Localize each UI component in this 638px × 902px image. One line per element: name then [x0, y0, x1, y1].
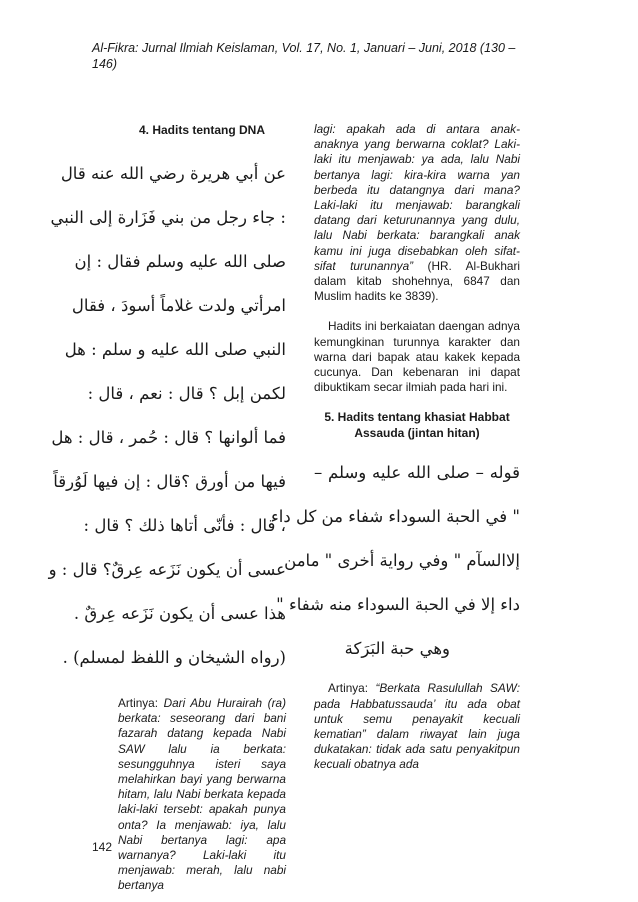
artinya-paragraph-habbat [314, 681, 520, 772]
continuation-paragraph [314, 122, 520, 304]
artinya-text: “Berkata Rasulullah SAW: pada Habbatussauda’ itu ada obat untuk semu penayakit kecuali kematian” dalam riwayat lain juga dukatakan: tidak ada satu penyakitpun kecuali obatnya ada [314, 681, 520, 772]
arabic-line: فما ألوانها ؟ قال : حُمر ، قال : هل [51, 428, 286, 447]
arabic-line: هذا عسى أن يكون نَزَعه عِرقٌ . [73, 604, 286, 623]
arabic-line: لكمن إبل ؟ قال : نعم ، قال : [87, 384, 286, 403]
artinya-paragraph-dna [118, 696, 286, 894]
arabic-line: وهي حبة البَرَكة [344, 639, 450, 659]
right-column [271, 122, 520, 773]
arabic-line: داء إلا في الحبة السوداء منه شفاء " [276, 595, 520, 615]
continuation-reference: (HR. Al-Bukhari dalam kitab shohehnya, 6847 dan Muslim hadits ke 3839). [314, 258, 520, 304]
section-heading-habbat: 5. Hadits tentang khasiat Habbat Assauda (jintan hitan) [324, 410, 510, 441]
arabic-line: امرأتي ولدت غلاماً أسودَ ، فقال [71, 296, 286, 315]
artinya-label: Artinya: [118, 696, 164, 710]
artinya-text: Dari Abu Hurairah (ra) berkata: seseorang dari bani fazarah datang kepada Nabi SAW lalu ia berkata: sesungguhnya isteri saya melahirkan bayi yang berwarna hitam, lalu Nabi berkata kepada laki-laki tersebt: apakah punya onta? Ia menjawab: iya, lalu Nabi bertanya lagi: apa warnanya? Laki-laki itu menjawab: merah, lalu nabi bertanya [118, 696, 286, 893]
arabic-hadith-dna [48, 152, 286, 680]
arabic-hadith-habbat [271, 451, 520, 671]
explanation-paragraph: Hadits ini berkaiatan daengan adnya kemungkinan turunnya karakter dan warna dari bapak atau kakek kepada cucunya. Dan kebenaran ini dapat dibuktikam secar ilmiah pada hari ini. [314, 319, 520, 395]
arabic-line: " في الحبة السوداء شفاء من كل داء [271, 507, 520, 527]
continuation-italic: lagi: apakah ada di antara anak-anaknya yang berwarna coklat? Laki-laki itu menjawab: ya ada, lalu Nabi bertanya lagi: kira-kira warna yan berbeda itu datangnya dari mana? Laki-laki itu menjawab: barangkali datang dari keturunannya yang dulu, lalu Nabi berkata: barangkali anak kamu ini juga disebabkan oleh sifat-sifat turunannya” [314, 122, 520, 273]
section-heading-dna: 4. Hadits tentang DNA [138, 123, 265, 137]
arabic-line: النبي صلى الله عليه و سلم : هل [64, 340, 286, 359]
journal-header: Al-Fikra: Jurnal Ilmiah Keislaman, Vol. 17, No. 1, Januari – Juni, 2018 (130 – 146) [92, 41, 516, 71]
arabic-line: عسى أن يكون نَزَعه عِرقٌ؟ قال : و [48, 560, 286, 579]
arabic-line: ، قال : فأنّى أتاها ذلك ؟ قال : [83, 516, 286, 535]
arabic-line: : جاء رجل من بني فَزَارة إلى النبي [50, 208, 286, 227]
arabic-line: قوله – صلى الله عليه وسلم – [314, 463, 520, 483]
arabic-line: صلى الله عليه وسلم فقال : إن [74, 252, 286, 271]
arabic-line: فيها من أورق ؟قال : إن فيها لَوُرقاً [53, 472, 286, 491]
arabic-line: (رواه الشيخان و اللفظ لمسلم) . [62, 648, 286, 667]
arabic-line: عن أبي هريرة رضي الله عنه قال [60, 164, 286, 183]
arabic-line: إلاالسآم " وفي رواية أخرى " مامن [284, 551, 520, 571]
artinya-label: Artinya: [328, 681, 376, 696]
page-number: 142 [92, 840, 113, 854]
